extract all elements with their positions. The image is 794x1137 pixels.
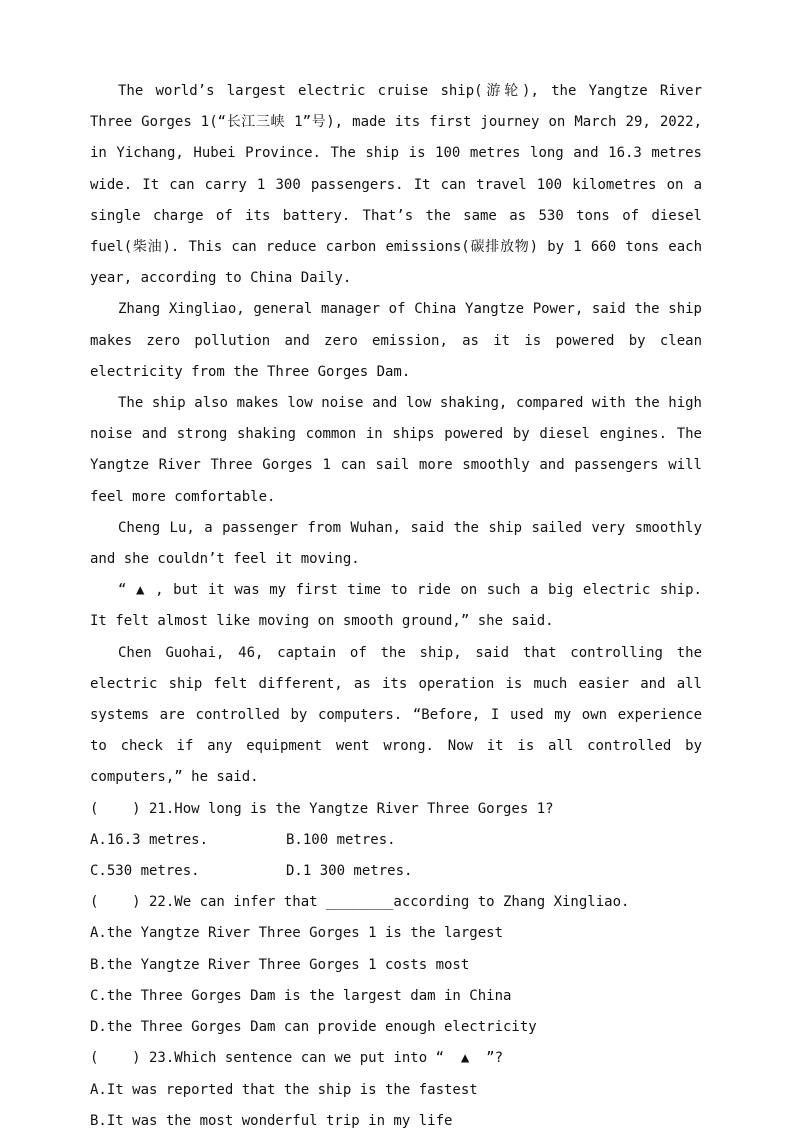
passage-paragraph-3: The ship also makes low noise and low shaking, compared with the high noise and strong shaking common in ships powered by diesel engines. The Yangtze River Three Gorges 1 can sail more smoothly and passengers will feel more comfortable. <box>90 395 702 505</box>
question-21 <box>90 794 702 888</box>
question-21-option-c: C.530 metres. <box>90 863 200 880</box>
question-23-option-b: B.It was the most wonderful trip in my life <box>90 1112 453 1129</box>
question-21-options-row-1 <box>90 825 702 856</box>
question-21-option-d: D.1 300 metres. <box>286 863 413 880</box>
question-23-stem: ( ) 23.Which sentence can we put into “ ▲ ”? <box>90 1050 504 1067</box>
question-22-stem: ( ) 22.We can infer that ________according to Zhang Xingliao. <box>90 894 630 911</box>
question-22-option-b: B.the Yangtze River Three Gorges 1 costs most <box>90 956 470 973</box>
passage-paragraph-1: The world’s largest electric cruise ship(游轮), the Yangtze River Three Gorges 1(“长江三峡 1”号), made its first journey on March 29, 2022, in Yichang, Hubei Province. The ship is 100 metres long and 16.3 metres wide. It can carry 1 300 passengers. It can travel 100 kilometres on a single charge of its battery. That’s the same as 530 tons of diesel fuel(柴油). This can reduce carbon emissions(碳排放物) by 1 660 tons each year, according to China Daily. <box>90 83 702 287</box>
document-page <box>90 76 702 1137</box>
question-21-options-row-2 <box>90 856 702 887</box>
passage-paragraph-4: Cheng Lu, a passenger from Wuhan, said the ship sailed very smoothly and she couldn’t feel it moving. <box>90 519 702 568</box>
question-22-option-c: C.the Three Gorges Dam is the largest dam in China <box>90 987 512 1004</box>
question-21-option-a: A.16.3 metres. <box>90 831 209 848</box>
question-21-stem: ( ) 21.How long is the Yangtze River Three Gorges 1? <box>90 800 554 817</box>
question-23-option-a: A.It was reported that the ship is the fastest <box>90 1081 478 1098</box>
passage-paragraph-6: Chen Guohai, 46, captain of the ship, said that controlling the electric ship felt different, as its operation is much easier and all systems are controlled by computers. “Before, I used my own experience to check if any equipment went wrong. Now it is all controlled by computers,” he said. <box>90 644 702 786</box>
question-22 <box>90 887 702 1043</box>
question-22-option-d: D.the Three Gorges Dam can provide enough electricity <box>90 1019 537 1036</box>
passage-paragraph-5: “ ▲ , but it was my first time to ride on such a big electric ship. It felt almost like moving on smooth ground,” she said. <box>90 582 702 630</box>
question-21-option-b: B.100 metres. <box>286 831 396 848</box>
question-22-option-a: A.the Yangtze River Three Gorges 1 is the largest <box>90 925 504 942</box>
passage-paragraph-2: Zhang Xingliao, general manager of China Yangtze Power, said the ship makes zero pollution and zero emission, as it is powered by clean electricity from the Three Gorges Dam. <box>90 301 702 380</box>
